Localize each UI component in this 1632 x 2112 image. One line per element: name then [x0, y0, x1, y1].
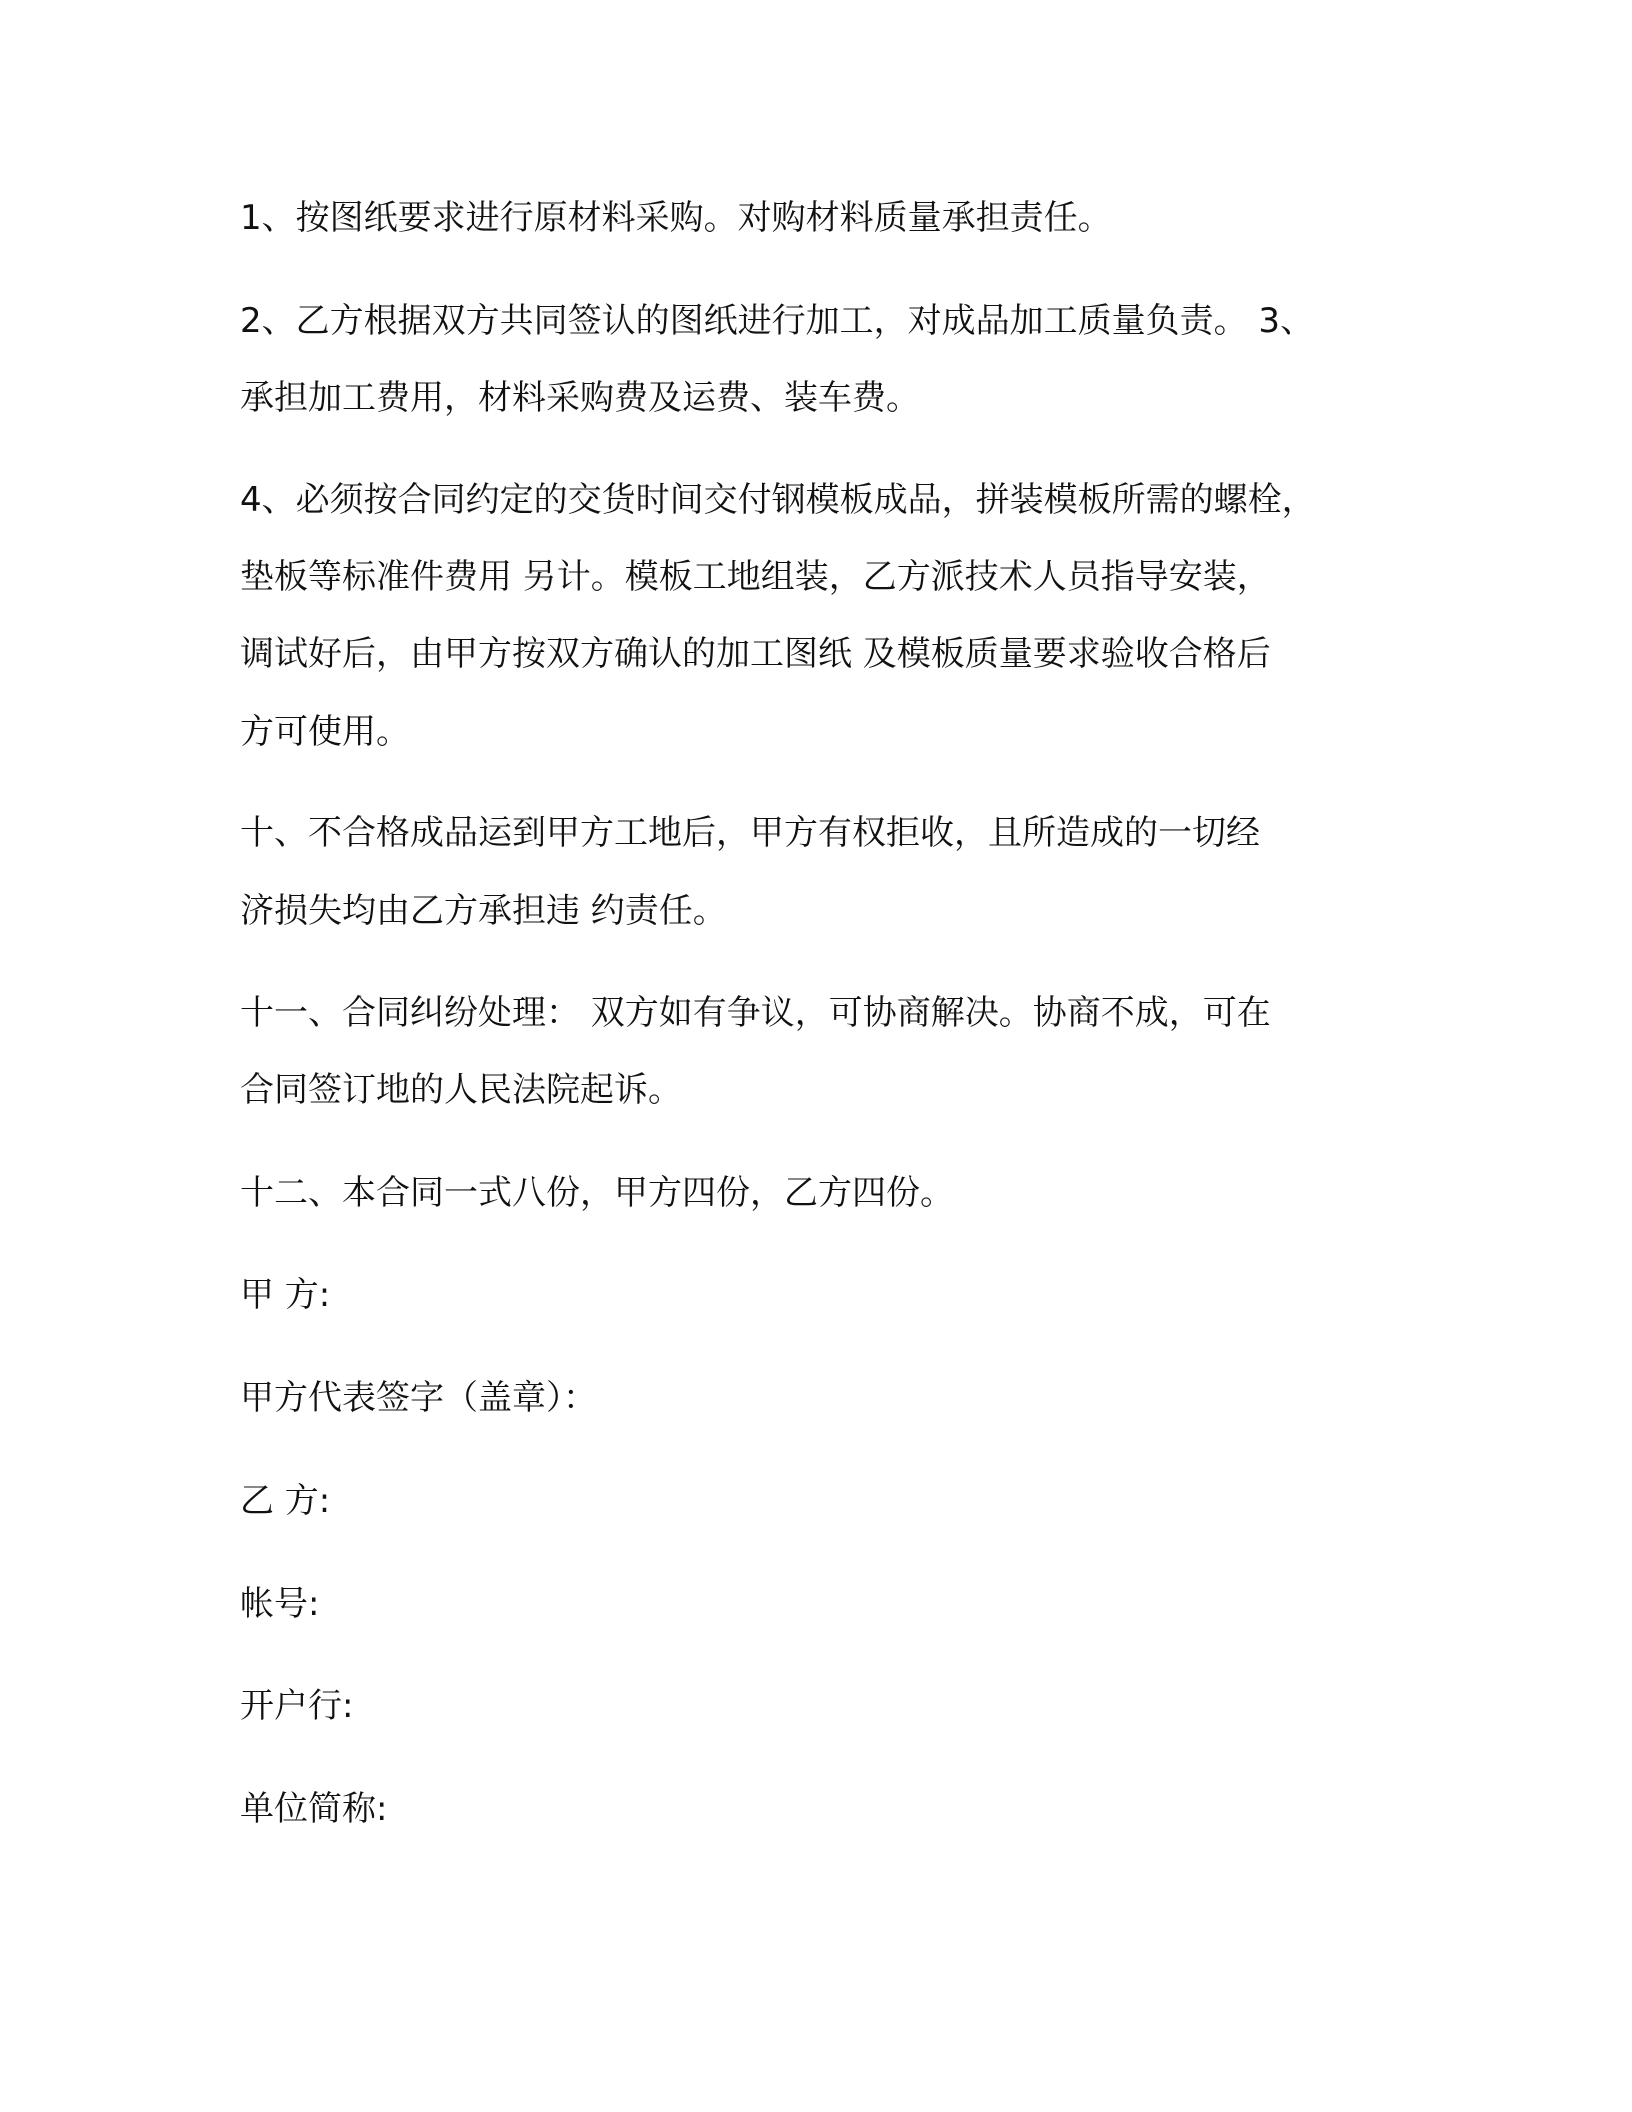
clause-1: 1、按图纸要求进行原材料采购。对购材料质量承担责任。	[240, 198, 1112, 238]
clause-4-line-2: 垫板等标准件费用 另计。模板工地组装，乙方派技术人员指导安装，	[240, 557, 1271, 597]
clause-4-line-4: 方可使用。	[240, 712, 410, 752]
clause-11-line-2: 合同签订地的人民法院起诉。	[240, 1070, 682, 1110]
bank-label: 开户行:	[240, 1686, 354, 1726]
clause-10-line-1: 十、不合格成品运到甲方工地后，甲方有权拒收，且所造成的一切经	[240, 813, 1260, 853]
clause-4-line-3: 调试好后，由甲方按双方确认的加工图纸 及模板质量要求验收合格后	[240, 634, 1271, 674]
party-a-signature-label: 甲方代表签字（盖章）：	[240, 1378, 597, 1418]
account-number-label: 帐号:	[240, 1584, 320, 1624]
clause-11-line-1: 十一、合同纠纷处理： 双方如有争议，可协商解决。协商不成，可在	[240, 993, 1271, 1033]
party-b-label: 乙 方:	[240, 1481, 331, 1521]
clause-2-line-2: 承担加工费用，材料采购费及运费、装车费。	[240, 378, 920, 418]
clause-4-line-1: 4、必须按合同约定的交货时间交付钢模板成品，拼装模板所需的螺栓，	[240, 480, 1316, 520]
unit-short-name-label: 单位简称:	[240, 1789, 388, 1829]
clause-12: 十二、本合同一式八份，甲方四份，乙方四份。	[240, 1173, 954, 1213]
party-a-label: 甲 方:	[240, 1275, 331, 1315]
clause-10-line-2: 济损失均由乙方承担违 约责任。	[240, 891, 727, 931]
clause-2-line-1: 2、乙方根据双方共同签认的图纸进行加工，对成品加工质量负责。 3、	[240, 301, 1315, 341]
